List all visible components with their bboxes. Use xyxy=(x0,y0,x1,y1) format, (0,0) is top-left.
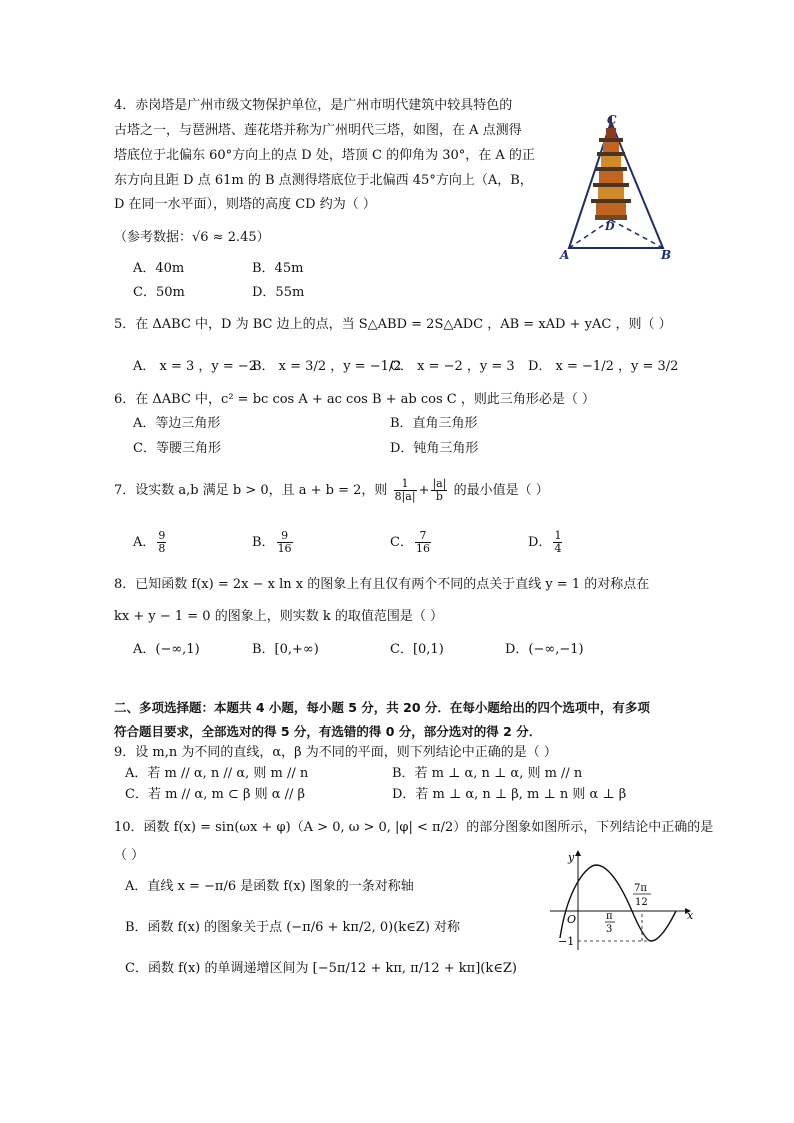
pagoda-figure xyxy=(555,110,685,265)
q4-reference-data: （参考数据：√6 ≈ 2.45） xyxy=(114,230,270,245)
q4-line5: D 在同一水平面），则塔的高度 CD 约为（ ） xyxy=(114,197,376,212)
label-a: A xyxy=(560,248,570,262)
q7-option-b: B． $\frac{9}{16}$ xyxy=(252,529,292,555)
section2-heading-line2: 符合题目要求，全部选对的得 5 分，有选错的得 0 分，部分选对的得 2 分． xyxy=(114,724,542,739)
tick-label-pi3-num: π xyxy=(606,911,613,922)
q10-option-c: C．函数 f(x) 的单调递增区间为 [−5π/12 + kπ, π/12 + kπ](k∈Z) xyxy=(125,961,517,976)
q5-option-b: B． x = 3/2 ，y = −1/2 xyxy=(252,359,402,374)
q7-expression: $\frac{1}{8|a|}$ xyxy=(394,477,416,503)
q7-option-a: A． $\frac{9}{8}$ xyxy=(133,529,166,555)
q6-option-c: C．等腰三角形 xyxy=(133,441,221,456)
section2-heading-line1: 二、多项选择题：本题共 4 小题，每小题 5 分，共 20 分．在每小题给出的四个选项中，有多项 xyxy=(114,700,650,715)
q7-stem: 7．设实数 a,b 满足 b > 0，且 a + b = 2，则 $\frac{1}{8|a|}$ + $\frac{|a|}{b}$ 的最小值是（ ） xyxy=(114,477,549,503)
tick-label-neg1: −1 xyxy=(558,935,575,948)
label-c: C xyxy=(607,113,617,127)
q4-line2: 古塔之一，与琶洲塔、莲花塔并称为广州明代三塔，如图，在 A 点测得 xyxy=(114,123,522,138)
q4-line1: 4．赤岗塔是广州市级文物保护单位，是广州市明代建筑中较具特色的 xyxy=(114,98,513,113)
q6-option-d: D．钝角三角形 xyxy=(390,441,479,456)
sine-graph-figure xyxy=(548,845,698,955)
q6-option-a: A．等边三角形 xyxy=(133,416,221,431)
q4-line4: 东方向且距 D 点 61m 的 B 点测得塔底位于北偏西 45°方向上（A，B， xyxy=(114,173,533,188)
q5-option-c: C． x = −2 ，y = 3 xyxy=(390,359,515,374)
q8-line2: kx + y − 1 = 0 的图象上，则实数 k 的取值范围是（ ） xyxy=(114,609,443,624)
label-d: D xyxy=(605,220,615,233)
axis-label-x: x xyxy=(687,909,694,922)
q9-stem: 9．设 m,n 为不同的直线，α，β 为不同的平面，则下列结论中正确的是（ ） xyxy=(114,745,557,760)
origin-label: O xyxy=(567,913,577,926)
sine-curve xyxy=(560,865,676,941)
q7-stem-pre: 7．设实数 a,b 满足 b > 0，且 a + b = 2，则 xyxy=(114,483,388,498)
q7-option-d: D． $\frac{1}{4}$ xyxy=(528,529,562,555)
q8-option-c: C．[0,1) xyxy=(390,642,444,657)
q4-option-d: D．55m xyxy=(252,285,305,300)
q6-stem: 6．在 ΔABC 中，c² = bc cos A + ac cos B + ab cos C ，则此三角形必是（ ） xyxy=(114,392,596,407)
q8-option-a: A．(−∞,1) xyxy=(133,642,200,657)
q10-option-a: A．直线 x = −π/6 是函数 f(x) 图象的一条对称轴 xyxy=(125,879,414,894)
q5-option-a: A． x = 3 ，y = −2 xyxy=(133,359,258,374)
q7-option-c: C． $\frac{7}{16}$ xyxy=(390,529,430,555)
q9-option-a: A．若 m // α, n // α, 则 m // n xyxy=(125,766,309,781)
q7-stem-post: 的最小值是（ ） xyxy=(453,483,549,498)
q8-line1: 8．已知函数 f(x) = 2x − x ln x 的图象上有且仅有两个不同的点关于直线 y = 1 的对称点在 xyxy=(114,577,650,592)
tick-label-pi3-den: 3 xyxy=(606,924,613,935)
q4-option-b: B．45m xyxy=(252,261,304,276)
q9-option-d: D．若 m ⊥ α, n ⊥ β, m ⊥ n 则 α ⊥ β xyxy=(392,787,627,802)
q6-option-b: B．直角三角形 xyxy=(390,416,478,431)
q8-option-b: B．[0,+∞) xyxy=(252,642,319,657)
q4-line3: 塔底位于北偏东 60°方向上的点 D 处，塔顶 C 的仰角为 30°，在 A 的正 xyxy=(114,148,535,163)
q5-option-d: D． x = −1/2 ，y = 3/2 xyxy=(528,359,679,374)
tick-label-7pi12-num: 7π xyxy=(634,883,647,894)
pagoda-icon xyxy=(591,116,631,220)
axis-label-y: y xyxy=(568,851,575,864)
tick-label-7pi12-den: 12 xyxy=(635,897,648,908)
q8-option-d: D．(−∞,−1) xyxy=(505,642,584,657)
q5-stem: 5．在 ΔABC 中，D 为 BC 边上的点，当 S△ABD = 2S△ADC ，AB = xAD + yAC ，则（ ） xyxy=(114,317,672,332)
q10-stem: 10．函数 f(x) = sin(ωx + φ)（A > 0, ω > 0, |φ| < π/2）的部分图象如图所示，下列结论中正确的是 xyxy=(114,820,714,835)
q9-option-c: C．若 m // α, m ⊂ β 则 α // β xyxy=(125,787,306,802)
label-b: B xyxy=(661,248,672,262)
q9-option-b: B．若 m ⊥ α, n ⊥ α, 则 m // n xyxy=(392,766,583,781)
q4-option-c: C．50m xyxy=(133,285,185,300)
q10-paren: （ ） xyxy=(114,848,145,863)
q4-option-a: A．40m xyxy=(133,261,185,276)
q10-option-b: B．函数 f(x) 的图象关于点 (−π/6 + kπ/2, 0)(k∈Z) 对称 xyxy=(125,920,461,935)
